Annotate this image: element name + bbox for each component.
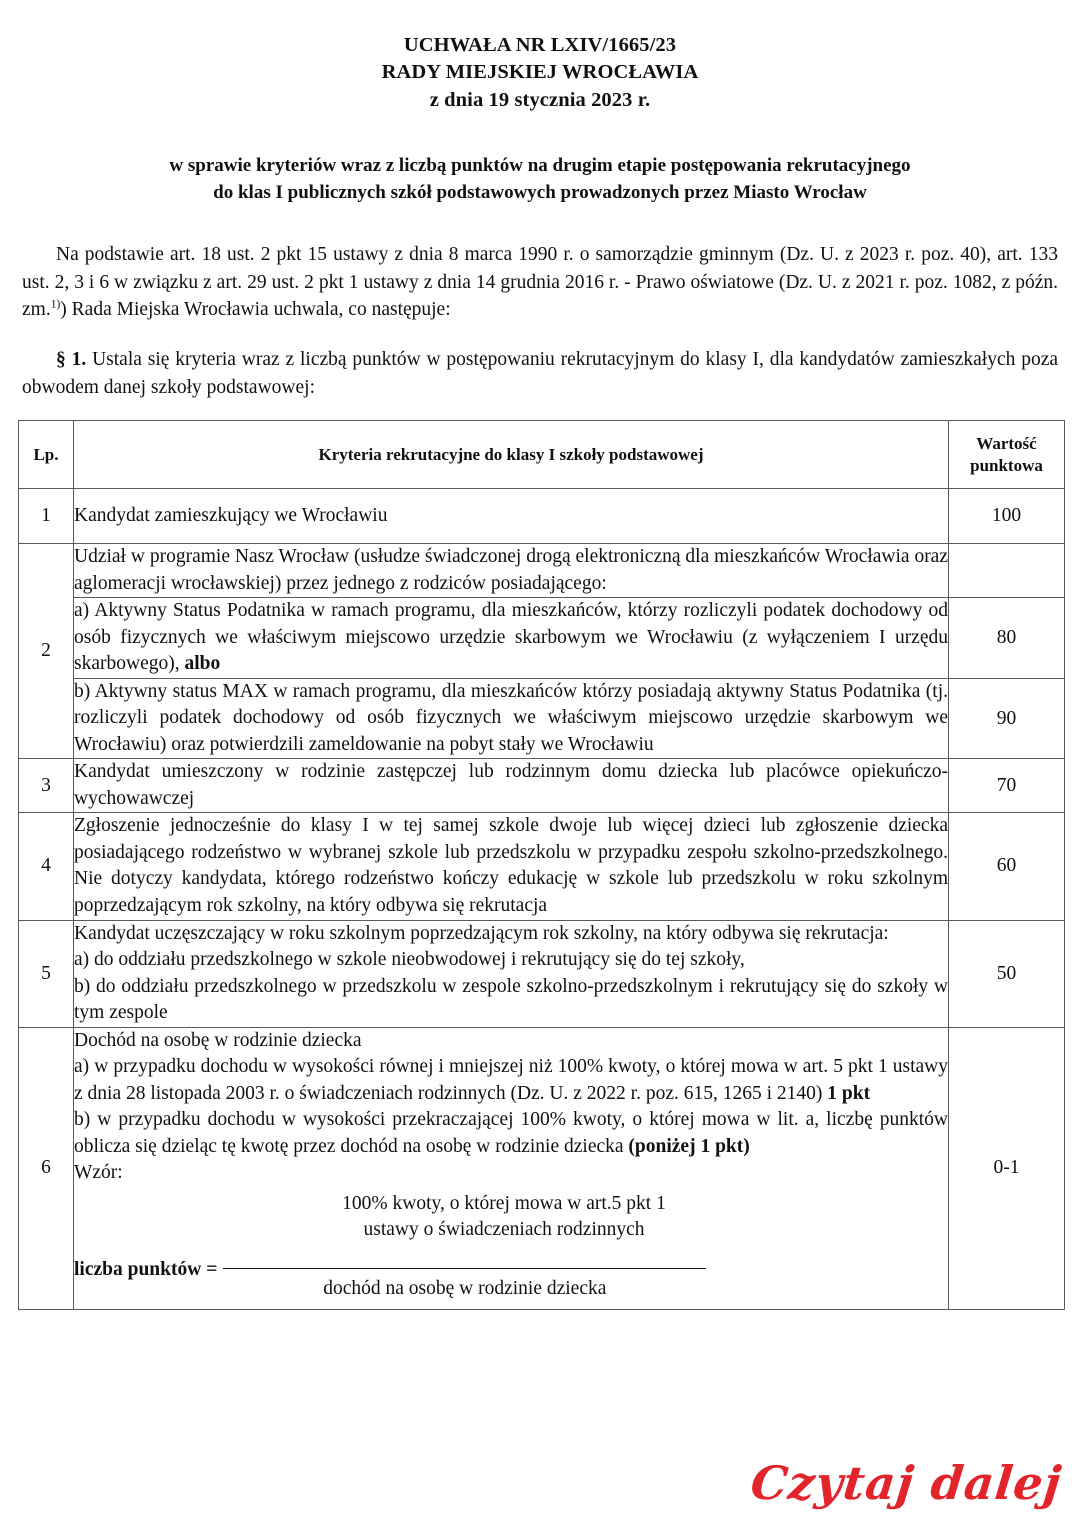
row-6-formula-label: Wzór:: [74, 1162, 123, 1184]
legal-basis-text-part1: Na podstawie art. 18 ust. 2 pkt 15 ustawy z dnia 8 marca 1990 r. o samorządzie gminnym (Dz. U. z 2023 r. poz. 40), art. 133 ust. 2, 3 i 6 w związku z art. 29 ust. 2 pkt 1 ustawy z dnia 14 grudnia 2016 r. - Prawo oświatowe (Dz. U. z 2021 r. poz. 1082, z późn. zm.: [22, 243, 1058, 321]
row-2b-text: b) Aktywny status MAX w ramach programu, dla mieszkańców którzy posiadają aktywny Status Podatnika (tj. rozliczyli podatek dochodowy od osób fizycznych we właściwym miejscowo urzędzie skarbowym we Wrocławiu) oraz potwierdzili zameldowanie na pobyt stały we Wrocławiu: [74, 678, 949, 759]
table-row: [19, 544, 1065, 598]
formula-numerator-line-2: ustawy o świadczeniach rodzinnych: [363, 1218, 645, 1240]
formula-denominator: dochód na osobę w rodzinie dziecka: [323, 1277, 607, 1299]
formula-lhs: liczba punktów =: [74, 1258, 218, 1280]
formula-numerator: [254, 1191, 754, 1244]
row-2a-main: a) Aktywny Status Podatnika w ramach programu, dla mieszkańców, którzy rozliczyli podatek dochodowy od osób fizycznych we właściwym miejscowo urzędzie skarbowym we Wrocławiu (z wyłączeniem I urzędu skarbowego),: [74, 600, 948, 675]
row-4-text: Zgłoszenie jednocześnie do klasy I w tej samej szkole dwoje lub więcej dzieci lub zgłoszenie dziecka posiadającego rodzeństwo w wybranej szkole lub przedszkolu w przypadku zespołu szkolno-przedszkolnego. Nie dotyczy kandydata, którego rodzeństwo kończy edukację w szkole lub przedszkolu w roku szkolnym poprzedzającym rok szkolny, na który odbywa się rekrutacja: [74, 813, 949, 920]
row-5-line-3: b) do oddziału przedszkolnego w przedszkolu w zespole szkolno-przedszkolnym i rekrutujący się do szkoły w tym zespole: [74, 975, 948, 1024]
row-6-line-1: Dochód na osobę w rodzinie dziecka: [74, 1029, 362, 1051]
document-title: [0, 0, 1080, 114]
table-row: [19, 759, 1065, 813]
row-1-lp: 1: [19, 488, 74, 544]
title-line-2: RADY MIEJSKIEJ WROCŁAWIA: [381, 61, 699, 84]
header-value: [949, 421, 1065, 489]
row-6-line-2-main: a) w przypadku dochodu w wysokości równej i mniejszej niż 100% kwoty, o której mowa w art. 5 pkt 1 ustawy z dnia 28 listopada 2003 r. o świadczeniach rodzinnych (Dz. U. z 2022 r. poz. 615, 1265 i 2140): [74, 1056, 948, 1104]
table-header-row: [19, 421, 1065, 489]
section-1-paragraph: [22, 346, 1058, 401]
legal-basis-text-part2: ) Rada Miejska Wrocławia uchwala, co następuje:: [60, 299, 451, 321]
title-line-1: UCHWAŁA NR LXIV/1665/23: [403, 34, 677, 56]
row-6-line-2: [74, 1054, 948, 1107]
footnote-marker: 1): [50, 298, 61, 311]
title-line-3: z dnia 19 stycznia 2023 r.: [429, 88, 651, 111]
table-row: [19, 920, 1065, 1027]
row-5-text: [74, 920, 949, 1027]
section-1-text: Ustala się kryteria wraz z liczbą punktów w postępowaniu rekrutacyjnym do klasy I, dla kandydatów zamieszkałych poza obwodem danej szkoły podstawowej:: [22, 348, 1059, 398]
points-formula: [74, 1191, 948, 1309]
row-6-line-2-points: 1 pkt: [827, 1082, 871, 1104]
row-3-value: 70: [949, 759, 1065, 813]
subject-line-1: w sprawie kryteriów wraz z liczbą punktów na drugim etapie postępowania rekrutacyjnego: [169, 154, 911, 176]
row-2a-text: [74, 598, 949, 679]
row-6-line-3: [74, 1107, 948, 1160]
row-2a-emphasis: albo: [184, 653, 221, 675]
row-6-value: 0-1: [949, 1027, 1065, 1309]
row-2-lp: 2: [19, 544, 74, 759]
table-row: [19, 488, 1065, 544]
row-2-intro-value: [949, 544, 1065, 598]
header-lp: Lp.: [19, 421, 74, 489]
criteria-table: [18, 420, 1065, 1309]
row-2b-value: 90: [949, 678, 1065, 759]
formula-fraction-bar: [223, 1268, 706, 1269]
row-1-text: Kandydat zamieszkujący we Wrocławiu: [74, 488, 949, 544]
row-6-line-3-points: (poniżej 1 pkt): [628, 1135, 750, 1157]
subject-line-2: do klas I publicznych szkół podstawowych prowadzonych przez Miasto Wrocław: [213, 182, 867, 204]
row-3-lp: 3: [19, 759, 74, 813]
formula-equation-row: [74, 1255, 706, 1303]
czytaj-dalej-watermark[interactable]: Czytaj dalej: [748, 1456, 1065, 1510]
row-5-line-1: Kandydat uczęszczający w roku szkolnym poprzedzającym rok szkolny, na który odbywa się rekrutacja:: [74, 922, 889, 944]
table-row: [19, 598, 1065, 679]
header-value-line-2: punktowa: [970, 455, 1043, 475]
row-6-lp: 6: [19, 1027, 74, 1309]
formula-numerator-line-1: 100% kwoty, o której mowa w art.5 pkt 1: [342, 1192, 666, 1214]
row-5-value: 50: [949, 920, 1065, 1027]
row-6-text: [74, 1027, 949, 1309]
formula-fraction: [223, 1255, 706, 1303]
legal-basis-paragraph: [22, 241, 1058, 324]
table-row: [19, 678, 1065, 759]
section-marker: § 1.: [56, 348, 87, 370]
row-4-value: 60: [949, 813, 1065, 920]
header-criteria: Kryteria rekrutacyjne do klasy I szkoły podstawowej: [74, 421, 949, 489]
header-value-line-1: Wartość: [976, 434, 1037, 454]
row-1-value: 100: [949, 488, 1065, 544]
row-2a-value: 80: [949, 598, 1065, 679]
document-subject: [60, 152, 1020, 207]
row-2-intro-text: Udział w programie Nasz Wrocław (usłudze świadczonej drogą elektroniczną dla mieszkańców Wrocławia oraz aglomeracji wrocławskiej) przez jednego z rodziców posiadającego:: [74, 544, 949, 598]
row-5-lp: 5: [19, 920, 74, 1027]
table-row: [19, 1027, 1065, 1309]
row-3-text: Kandydat umieszczony w rodzinie zastępczej lub rodzinnym domu dziecka lub placówce opiekuńczo-wychowawczej: [74, 759, 949, 813]
table-row: [19, 813, 1065, 920]
row-5-line-2: a) do oddziału przedszkolnego w szkole nieobwodowej i rekrutujący się do tej szkoły,: [74, 949, 745, 971]
row-6-line-3-main: b) w przypadku dochodu w wysokości przekraczającej 100% kwoty, o której mowa w lit. a, liczbę punktów oblicza się dzieląc tę kwotę przez dochód na osobę w rodzinie dziecka: [74, 1109, 948, 1157]
row-4-lp: 4: [19, 813, 74, 920]
